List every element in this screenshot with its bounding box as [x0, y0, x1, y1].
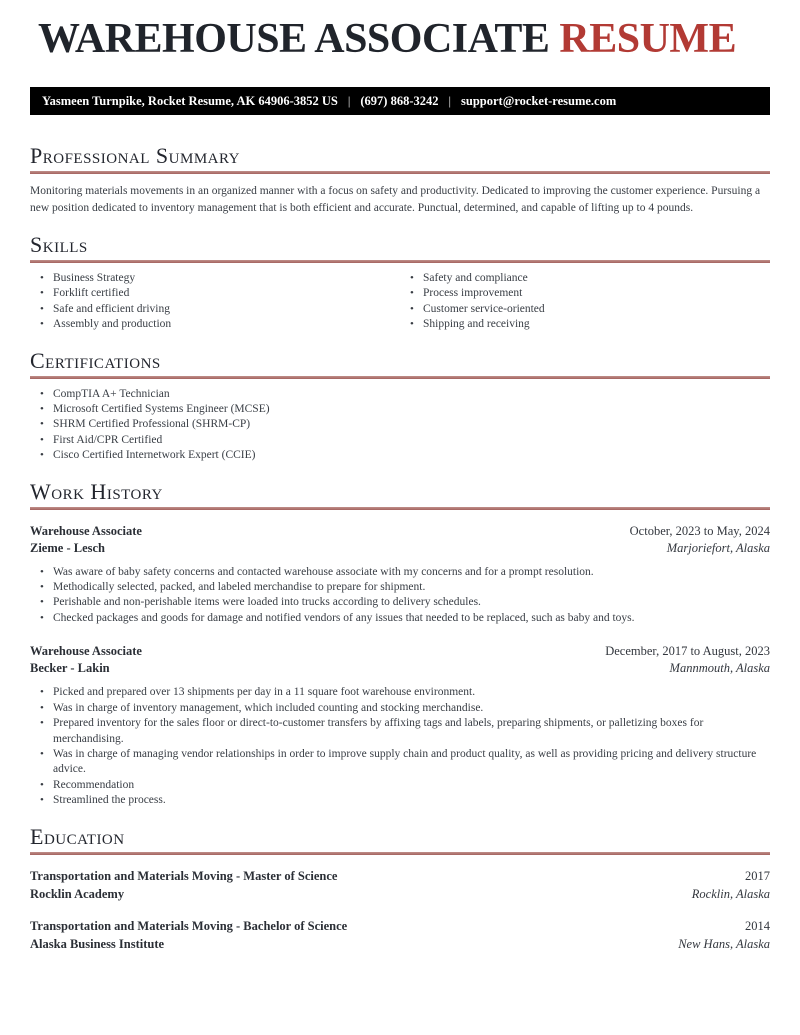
job-location: Marjoriefort, Alaska	[666, 540, 770, 555]
graduation-year: 2017	[745, 868, 770, 883]
job-bullet: • Prepared inventory for the sales floor or direct-to-customer transfers by affixing tags and labels, preparing shipments, or palletizing boxes for merchandising.	[30, 716, 770, 747]
job-bullet: • Methodically selected, packed, and labeled merchandise to prepare for shipment.	[30, 580, 770, 595]
education-entry	[30, 918, 770, 953]
job-dates: December, 2017 to August, 2023	[605, 644, 770, 659]
job-title: Warehouse Associate	[30, 523, 142, 538]
company-name: Zieme - Lesch	[30, 540, 105, 555]
skill-item: • Business Strategy	[30, 271, 400, 286]
certification-item: • Cisco Certified Internetwork Expert (CCIE)	[30, 448, 770, 463]
school-location: Rocklin, Alaska	[691, 886, 770, 901]
section-heading-summary: Professional Summary	[30, 143, 241, 168]
job-bullet: • Perishable and non-perishable items were loaded into trucks according to delivery schedules.	[30, 595, 770, 610]
certification-item: • CompTIA A+ Technician	[30, 387, 770, 402]
section-heading-certifications: Certifications	[30, 347, 161, 373]
contact-email: support@rocket-resume.com	[461, 93, 617, 108]
resume-title-accent: RESUME	[559, 16, 737, 62]
job-bullet-list	[30, 565, 770, 627]
job-bullet-list	[30, 685, 770, 808]
graduation-year: 2014	[745, 918, 770, 933]
section-heading-education: Education	[30, 823, 125, 849]
school-name: Alaska Business Institute	[30, 936, 165, 951]
job-bullet: • Was in charge of inventory management, which included counting and stocking merchandise.	[30, 701, 770, 716]
skill-item: • Customer service-oriented	[400, 302, 770, 317]
contact-separator: |	[448, 93, 452, 108]
job-dates: October, 2023 to May, 2024	[629, 523, 770, 538]
certifications-list	[30, 387, 770, 464]
job-bullet: • Recommendation	[30, 778, 770, 793]
skill-item: • Assembly and production	[30, 317, 400, 332]
education-entry	[30, 868, 770, 903]
certification-item: • SHRM Certified Professional (SHRM-CP)	[30, 417, 770, 432]
school-name: Rocklin Academy	[30, 886, 125, 901]
job-location: Mannmouth, Alaska	[669, 661, 770, 676]
skill-item: • Safe and efficient driving	[30, 302, 400, 317]
section-rule	[30, 260, 770, 263]
job-bullet: • Was aware of baby safety concerns and contacted warehouse associate with my concerns and for a prompt resolution.	[30, 565, 770, 580]
job-bullet: • Streamlined the process.	[30, 793, 770, 808]
certification-item: • First Aid/CPR Certified	[30, 433, 770, 448]
section-rule	[30, 507, 770, 510]
contact-bar	[30, 87, 770, 115]
degree: Transportation and Materials Moving - Master of Science	[30, 868, 338, 883]
contact-phone: (697) 868-3242	[360, 93, 439, 108]
skill-item: • Process improvement	[400, 286, 770, 301]
contact-separator: |	[347, 93, 351, 108]
degree: Transportation and Materials Moving - Bachelor of Science	[30, 918, 348, 933]
skills-list-left	[30, 271, 400, 333]
job-title: Warehouse Associate	[30, 644, 142, 659]
job-bullet: • Checked packages and goods for damage and notified vendors of any issues that needed to be replaced, such as baby and toys.	[30, 611, 770, 626]
skill-item: • Forklift certified	[30, 286, 400, 301]
job-bullet: • Picked and prepared over 13 shipments per day in a 11 square foot warehouse environment.	[30, 685, 770, 700]
section-rule	[30, 171, 770, 174]
skill-item: • Shipping and receiving	[400, 317, 770, 332]
contact-address: Yasmeen Turnpike, Rocket Resume, AK 64906-3852 US	[42, 93, 338, 108]
skills-list-right	[400, 271, 770, 333]
school-location: New Hans, Alaska	[678, 936, 770, 951]
job-entry	[30, 523, 770, 627]
skills-grid	[30, 271, 770, 333]
job-entry	[30, 643, 770, 808]
section-rule	[30, 852, 770, 855]
company-name: Becker - Lakin	[30, 661, 110, 676]
resume-title	[38, 16, 770, 62]
certification-item: • Microsoft Certified Systems Engineer (MCSE)	[30, 402, 770, 417]
section-heading-skills: Skills	[30, 232, 88, 257]
section-rule	[30, 376, 770, 379]
job-bullet: • Was in charge of managing vendor relationships in order to improve supply chain and product quality, as well as providing pricing and delivery structure advice.	[30, 747, 770, 778]
section-heading-work-history: Work History	[30, 478, 163, 504]
skill-item: • Safety and compliance	[400, 271, 770, 286]
resume-title-main: WAREHOUSE ASSOCIATE	[38, 16, 560, 62]
summary-text: Monitoring materials movements in an organized manner with a focus on safety and productivity. Dedicated to improving the customer experience. Pursuing a new position dedicated to inventory management that is both efficient and accurate. Punctual, determined, and capable of lifting up to 4 pounds.	[30, 185, 761, 214]
